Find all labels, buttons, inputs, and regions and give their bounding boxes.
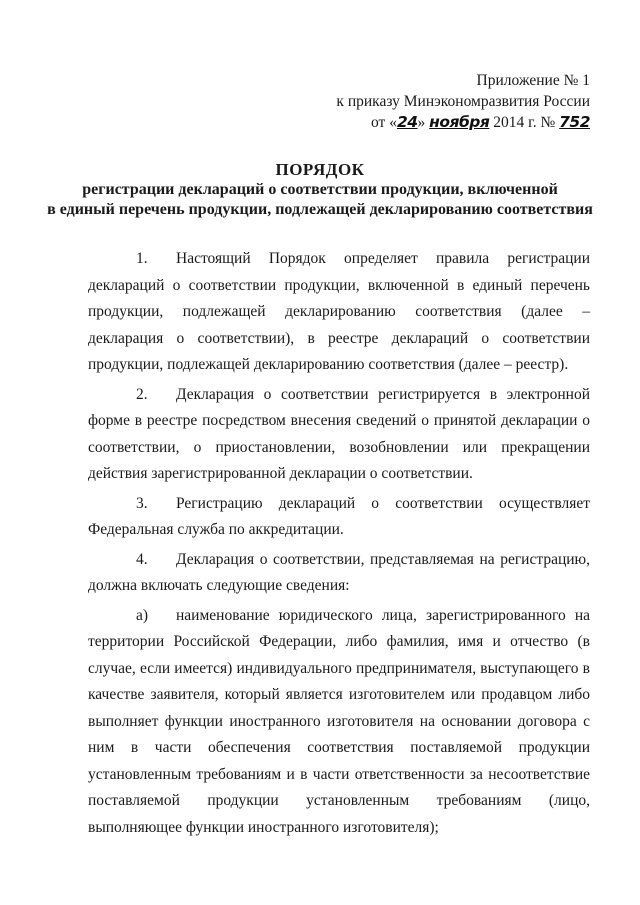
subparagraph-text: наименование юридического лица, зарегистрированного на территории Российской Федерации, либо фамилия, имя и отчество (в случае, если имеется) индивидуального предпринимателя, выступающего в качестве заявителя, который является изготовителем или продавцом либо выполняет функции иностранного изготовителя на основании договора с ним в части обеспечения соответствия поставляемой продукции установленным требованиям и в части ответственности за несоответствие поставляемой продукции установленным требованиям (лицо, выполняющее функции иностранного изготовителя); bbox=[88, 606, 590, 836]
paragraph-1 bbox=[88, 246, 590, 379]
title-subtitle-line1: регистрации деклараций о соответствии продукции, включенной bbox=[82, 181, 558, 198]
paragraph-number: 3. bbox=[136, 494, 148, 512]
paragraph-4 bbox=[88, 547, 590, 600]
subparagraph-a bbox=[88, 603, 590, 842]
date-prefix: от « bbox=[371, 114, 397, 131]
title-main: ПОРЯДОК bbox=[275, 160, 365, 179]
handwritten-day: 24 bbox=[396, 113, 418, 131]
date-mid: » bbox=[417, 114, 426, 131]
appendix-header bbox=[336, 70, 590, 133]
date-year: 2014 г. № bbox=[493, 114, 556, 131]
document-title bbox=[0, 160, 640, 220]
paragraph-number: 2. bbox=[136, 385, 148, 403]
paragraph-number: 1. bbox=[136, 250, 148, 267]
paragraph-text: Декларация о соответствии, представляемая на регистрацию, должна включать следующие сведения: bbox=[88, 550, 590, 594]
handwritten-order-number: 752 bbox=[559, 113, 590, 131]
paragraph-text: Настоящий Порядок определяет правила регистрации деклараций о соответствии продукции, включенной в единый перечень продукции, подлежащей декларированию соответствия (далее – декларация о соответствии), в реестре деклараций о соответствии продукции, подлежащей декларированию соответствия (далее – реестр). bbox=[88, 250, 590, 373]
document-body bbox=[88, 246, 590, 844]
paragraph-text: Регистрацию деклараций о соответствии осуществляет Федеральная служба по аккредитации. bbox=[88, 494, 590, 538]
handwritten-month: ноября bbox=[429, 113, 490, 131]
subparagraph-letter: а) bbox=[136, 606, 149, 624]
paragraph-2 bbox=[88, 382, 590, 488]
paragraph-3 bbox=[88, 491, 590, 544]
order-reference: к приказу Минэкономразвития России bbox=[336, 93, 590, 110]
appendix-label: Приложение № 1 bbox=[476, 72, 590, 89]
paragraph-number: 4. bbox=[136, 550, 148, 568]
order-date-line bbox=[336, 112, 590, 133]
paragraph-text: Декларация о соответствии регистрируется в электронной форме в реестре посредством внесения сведений о принятой декларации о соответствии, о приостановлении, возобновлении или прекращении действия зарегистрированной декларации о соответствии. bbox=[88, 385, 590, 482]
title-subtitle-line2: в единый перечень продукции, подлежащей декларированию соответствия bbox=[47, 201, 593, 218]
